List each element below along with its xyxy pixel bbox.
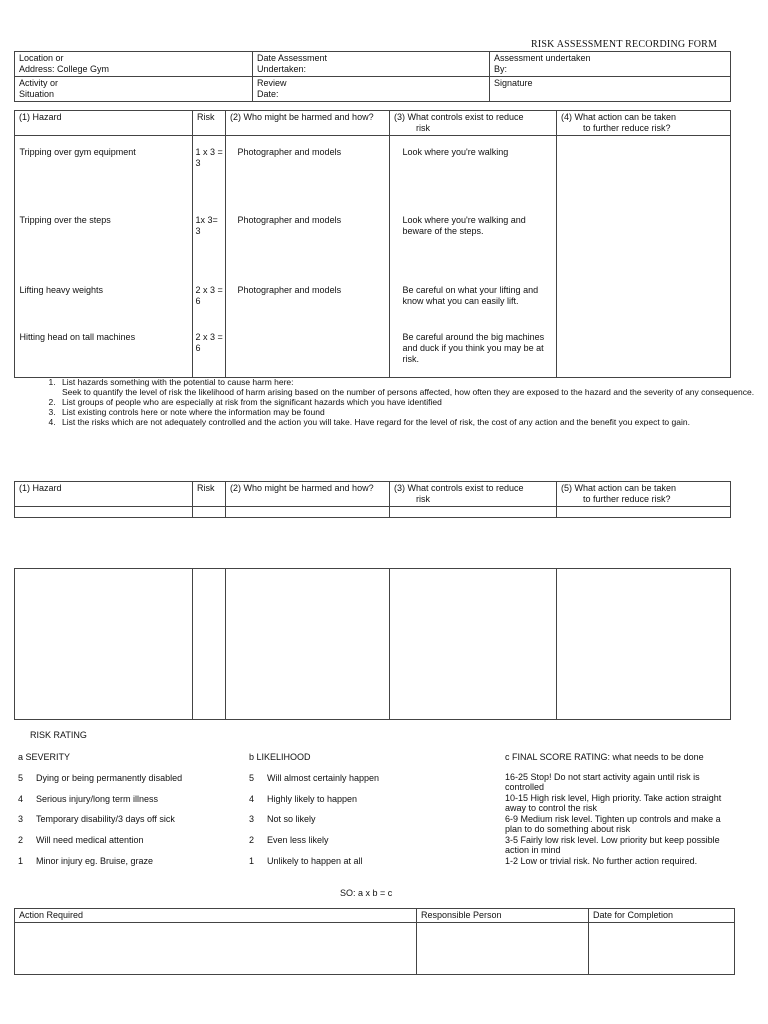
final-score-item: 1-2 Low or trivial risk. No further action required. <box>505 856 698 866</box>
who-1: Photographer and models <box>237 146 342 157</box>
note-1-detail: Seek to quantify the level of risk the likelihood of harm arising based on the number of persons affected, how often they are exposed to the hazard and the severity of any consequence. <box>62 387 755 397</box>
who-2: Photographer and models <box>237 214 342 225</box>
blank-who-cell[interactable] <box>226 569 390 720</box>
risk-table <box>14 110 731 378</box>
t2-hazard-cell[interactable] <box>15 507 193 518</box>
address-value: Address: College Gym <box>19 64 110 74</box>
assessment-undertaken-label: Assessment undertaken <box>494 53 591 63</box>
t2-risk-cell[interactable] <box>193 507 226 518</box>
risk-column-cell[interactable] <box>193 136 226 378</box>
signature-label: Signature <box>494 78 533 88</box>
t2-col-controls-header: (3) What controls exist to reduce risk <box>390 482 557 507</box>
action-table <box>14 908 735 975</box>
likelihood-title: b LIKELIHOOD <box>249 752 311 762</box>
review-date-label: Date: <box>257 89 279 99</box>
likelihood-item: 4 Highly likely to happen <box>249 794 358 804</box>
col-hazard-header: (1) Hazard <box>15 111 193 136</box>
hazard-2: Tripping over the steps <box>19 214 111 225</box>
risk-3: 2 x 3 = 6 <box>195 284 223 306</box>
risk-rating-title: RISK RATING <box>30 730 87 740</box>
action-header-line1: (4) What action can be taken <box>561 112 677 122</box>
hazard-1: Tripping over gym equipment <box>19 146 136 157</box>
final-score-item: 6-9 Medium risk level. Tighten up controls and make a plan to do something about risk <box>505 814 721 834</box>
severity-title: a SEVERITY <box>18 752 71 762</box>
col-controls-header <box>390 111 557 136</box>
controls-1: Look where you're walking <box>402 146 509 157</box>
t2-col-action-header: (5) What action can be taken to further reduce risk? <box>557 482 731 507</box>
situation-label: Situation <box>19 89 55 99</box>
col-action-header <box>557 111 731 136</box>
who-3: Photographer and models <box>237 284 342 295</box>
note-1: 1. List hazards something with the potential to cause harm here: Seek to quantify the level of risk the likelihood of harm arising based on the number of persons affected, how often they are exposed to the hazard and the severity of any consequence. <box>58 377 758 397</box>
responsible-person-cell[interactable] <box>417 923 589 975</box>
blank-hazard-cell[interactable] <box>15 569 193 720</box>
hazard-4: Hitting head on tall machines <box>19 331 136 342</box>
notes-list <box>38 377 758 427</box>
signature-cell[interactable] <box>490 77 731 102</box>
location-cell[interactable] <box>15 52 253 77</box>
t2-col-who-header: (2) Who might be harmed and how? <box>226 482 390 507</box>
t2-col-risk-header: Risk <box>193 482 226 507</box>
note-3: 3. List existing controls here or note where the information may be found <box>58 407 758 417</box>
review-cell[interactable] <box>253 77 490 102</box>
col-risk-header: Risk <box>193 111 226 136</box>
risk-4: 2 x 3 = 6 <box>195 331 223 353</box>
risk-table-2 <box>14 481 731 518</box>
severity-item: 5 Dying or being permanently disabled <box>18 773 183 783</box>
controls-3: Be careful on what your lifting and know what you can easily lift. <box>402 284 539 306</box>
blank-risk-grid <box>14 568 731 720</box>
date-assessment-label: Date Assessment <box>257 53 328 63</box>
review-label: Review <box>257 78 287 88</box>
activity-cell[interactable] <box>15 77 253 102</box>
final-score-item: 10-15 High risk level, High priority. Take action straight away to control the risk <box>505 793 722 813</box>
activity-label: Activity or <box>19 78 59 88</box>
score-formula: SO: a x b = c <box>340 888 393 898</box>
final-score-item: 3-5 Fairly low risk level. Low priority but keep possible action in mind <box>505 835 720 855</box>
action-required-header: Action Required <box>15 909 417 923</box>
blank-action-cell[interactable] <box>557 569 731 720</box>
t2-col-hazard-header: (1) Hazard <box>15 482 193 507</box>
t2-who-cell[interactable] <box>226 507 390 518</box>
undertaken-label: Undertaken: <box>257 64 307 74</box>
note-2: 2. List groups of people who are especially at risk from the significant hazards which you have identified <box>58 397 758 407</box>
controls-2: Look where you're walking and beware of the steps. <box>402 214 526 236</box>
severity-item: 3 Temporary disability/3 days off sick <box>18 814 175 824</box>
severity-item: 2 Will need medical attention <box>18 835 144 845</box>
action-required-cell[interactable] <box>15 923 417 975</box>
action-header-line2: to further reduce risk? <box>583 123 671 133</box>
by-label: By: <box>494 64 508 74</box>
blank-controls-cell[interactable] <box>390 569 557 720</box>
note-4: 4. List the risks which are not adequately controlled and the action you will take. Have regard for the level of risk, the cost of any action and the benefit you expect to gain. <box>58 417 758 427</box>
final-score-title: c FINAL SCORE RATING: what needs to be done <box>505 752 704 762</box>
controls-header-line1: (3) What controls exist to reduce <box>394 112 524 122</box>
controls-header-line2: risk <box>416 123 430 133</box>
t2-action-cell[interactable] <box>557 507 731 518</box>
hazard-column-cell[interactable] <box>15 136 193 378</box>
likelihood-item: 1 Unlikely to happen at all <box>249 856 363 866</box>
likelihood-item: 3 Not so likely <box>249 814 316 824</box>
risk-2: 1x 3= 3 <box>195 214 218 236</box>
action-column-cell[interactable] <box>557 136 731 378</box>
controls-4: Be careful around the big machines and duck if you think you may be at risk. <box>402 331 545 364</box>
risk-1: 1 x 3 = 3 <box>195 146 223 168</box>
likelihood-item: 5 Will almost certainly happen <box>249 773 380 783</box>
who-column-cell[interactable] <box>226 136 390 378</box>
location-label: Location or <box>19 53 64 63</box>
form-title: RISK ASSESSMENT RECORDING FORM <box>531 39 718 50</box>
assessor-cell[interactable] <box>490 52 731 77</box>
date-for-completion-header: Date for Completion <box>589 909 735 923</box>
likelihood-item: 2 Even less likely <box>249 835 329 845</box>
controls-column-cell[interactable] <box>390 136 557 378</box>
hazard-3: Lifting heavy weights <box>19 284 104 295</box>
blank-risk-cell[interactable] <box>193 569 226 720</box>
responsible-person-header: Responsible Person <box>417 909 589 923</box>
col-who-header: (2) Who might be harmed and how? <box>226 111 390 136</box>
header-table <box>14 51 731 102</box>
severity-item: 1 Minor injury eg. Bruise, graze <box>18 856 154 866</box>
severity-item: 4 Serious injury/long term illness <box>18 794 159 804</box>
date-for-completion-cell[interactable] <box>589 923 735 975</box>
date-assessment-cell[interactable] <box>253 52 490 77</box>
t2-controls-cell[interactable] <box>390 507 557 518</box>
final-score-item: 16-25 Stop! Do not start activity again until risk is controlled <box>505 772 700 792</box>
